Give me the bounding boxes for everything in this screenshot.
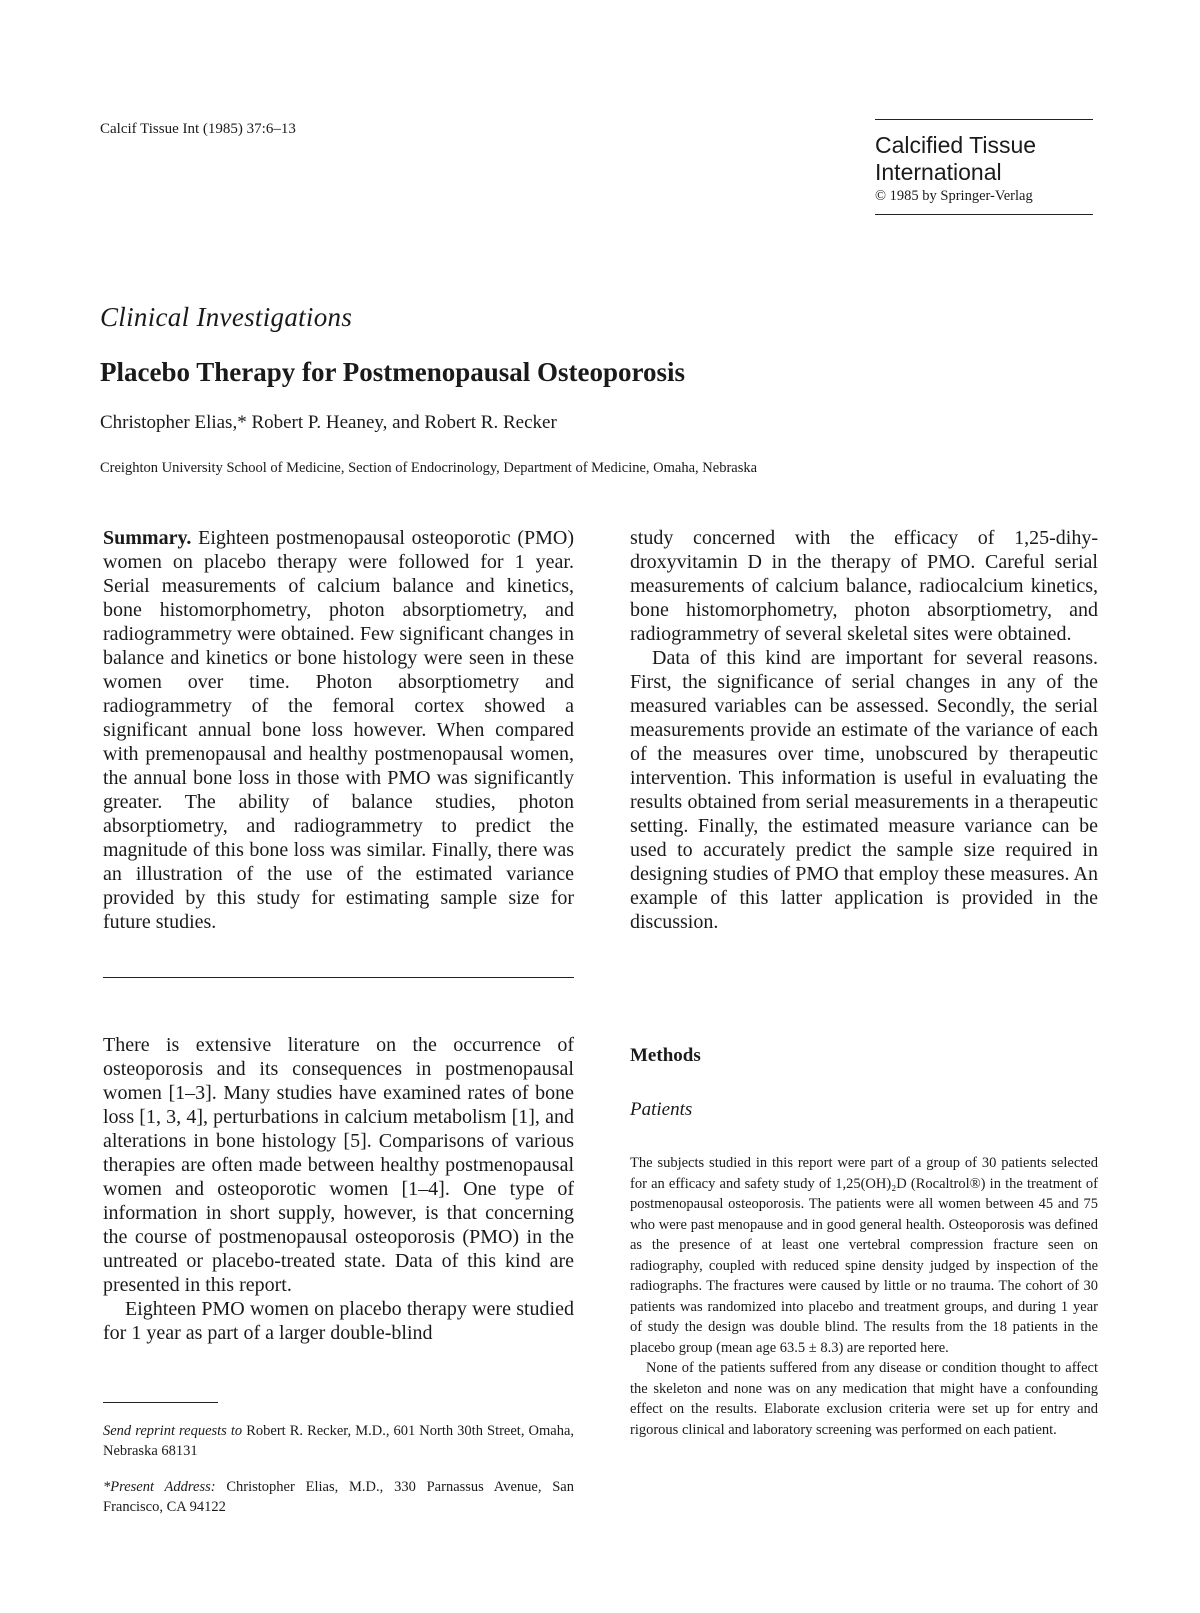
summary-block bbox=[103, 526, 574, 934]
article-title: Placebo Therapy for Postmenopausal Osteoporosis bbox=[100, 357, 686, 387]
reprint-footnote-text: Robert R. Recker, M.D., 601 North 30th Street, Omaha, Nebraska 68131 bbox=[103, 1423, 575, 1459]
footnotes-block bbox=[103, 1421, 574, 1517]
reprint-footnote-lead: Send reprint requests to bbox=[103, 1423, 243, 1439]
summary-divider bbox=[103, 977, 574, 978]
right-column-intro bbox=[630, 526, 1098, 934]
patients-subheading: Patients bbox=[630, 1099, 693, 1120]
address-footnote-text: Christopher Elias, M.D., 330 Parnassus Avenue, San Francisco, CA 94122 bbox=[103, 1479, 574, 1515]
methods-paragraph-2: None of the patients suffered from any disease or condition thought to affect the skeleton and none was on any medication that might have a confounding effect on the results. Elaborate exclusion criteria were set up for entry and rigorous clinical and laboratory screening was performed on each patient. bbox=[630, 1360, 1098, 1438]
summary-label: Summary. bbox=[103, 527, 192, 549]
journal-box-bottom-rule bbox=[875, 214, 1093, 215]
journal-name-line1: Calcified Tissue bbox=[875, 132, 1037, 158]
address-footnote bbox=[103, 1477, 574, 1517]
footnote-divider bbox=[103, 1402, 218, 1403]
address-footnote-lead: *Present Address: bbox=[103, 1479, 216, 1495]
methods-patients-block bbox=[630, 1153, 1098, 1440]
right-paragraph-1: study concerned with the efficacy of 1,25-dihydroxyvitamin D in the therapy of PMO. Careful serial measurements of calcium balance, radiocalcium kinetics, bone histomorphometry, photon absorptiometry, and radiogrammetry of several skeletal sites were obtained. bbox=[630, 527, 1098, 645]
journal-name bbox=[875, 132, 1090, 186]
journal-box-top-rule bbox=[875, 119, 1093, 120]
author-affiliation: Creighton University School of Medicine, Section of Endocrinology, Department of Medicine, Omaha, Nebraska bbox=[100, 460, 758, 476]
right-paragraph-2: Data of this kind are important for several reasons. First, the significance of serial changes in any of the measured variables can be assessed. Secondly, the serial measurements provide an estimate of the variance of each of the measures over time, unobscured by therapeutic intervention. This information is useful in evaluating the results obtained from serial measurements in a therapeutic setting. Finally, the estimated measure variance can be used to accurately predict the sample size required in designing studies of PMO that employ these measures. An example of this latter application is provided in the discussion. bbox=[630, 647, 1098, 933]
summary-paragraph bbox=[103, 526, 574, 934]
methods-paragraph-1: The subjects studied in this report were part of a group of 30 patients selected for an efficacy and safety study of 1,25(OH)₂D (Rocaltrol®) in the treatment of postmenopausal osteoporosis. The patients were all women between 45 and 75 who were past menopause and in good general health. Osteoporosis was defined as the presence of at least one vertebral compression fracture seen on radiography, coupled with reduced spine density judged by inspection of the radiographs. The fractures were caused by little or no trauma. The cohort of 30 patients was randomized into placebo and treatment groups, and during 1 year of study the design was double blind. The results from the 18 patients in the placebo group (mean age 63.5 ± 8.3) are reported here. bbox=[630, 1155, 1098, 1356]
reprint-footnote bbox=[103, 1421, 574, 1461]
journal-citation: Calcif Tissue Int (1985) 37:6–13 bbox=[100, 121, 296, 137]
summary-text: Eighteen postmenopausal osteoporotic (PMO) women on placebo therapy were followed for 1 year. Serial measurements of calcium balance and kinetics, bone histomorphometry, photon absorptiometry, and radiogrammetry were obtained. Few significant changes in balance and kinetics or bone histology were seen in these women over time. Photon absorptiometry and radiogrammetry of the femoral cortex showed a significant annual bone loss however. When compared with premenopausal and healthy postmenopausal women, the annual bone loss in those with PMO was significantly greater. The ability of balance studies, photon absorptiometry, and radiogrammetry to predict the magnitude of this bone loss was similar. Finally, there was an illustration of the use of the estimated variance provided by this study for estimating sample size for future studies. bbox=[103, 527, 574, 933]
introduction-block bbox=[103, 1033, 574, 1345]
intro-paragraph-2: Eighteen PMO women on placebo therapy were studied for 1 year as part of a larger double-blind bbox=[103, 1298, 574, 1344]
section-label: Clinical Investigations bbox=[100, 302, 353, 332]
author-list: Christopher Elias,* Robert P. Heaney, and Robert R. Recker bbox=[100, 412, 557, 433]
intro-paragraph-1: There is extensive literature on the occurrence of osteoporosis and its consequences in postmenopausal women [1–3]. Many studies have examined rates of bone loss [1, 3, 4], perturbations in calcium metabolism [1], and alterations in bone histology [5]. Comparisons of various therapies are often made between healthy postmenopausal women and osteoporotic women [1–4]. One type of information in short supply, however, is that concerning the course of postmenopausal osteoporosis (PMO) in the untreated or placebo-treated state. Data of this kind are presented in this report. bbox=[103, 1034, 574, 1296]
copyright-notice: © 1985 by Springer-Verlag bbox=[875, 188, 1033, 204]
methods-heading: Methods bbox=[630, 1045, 701, 1066]
journal-name-line2: International bbox=[875, 159, 1002, 185]
